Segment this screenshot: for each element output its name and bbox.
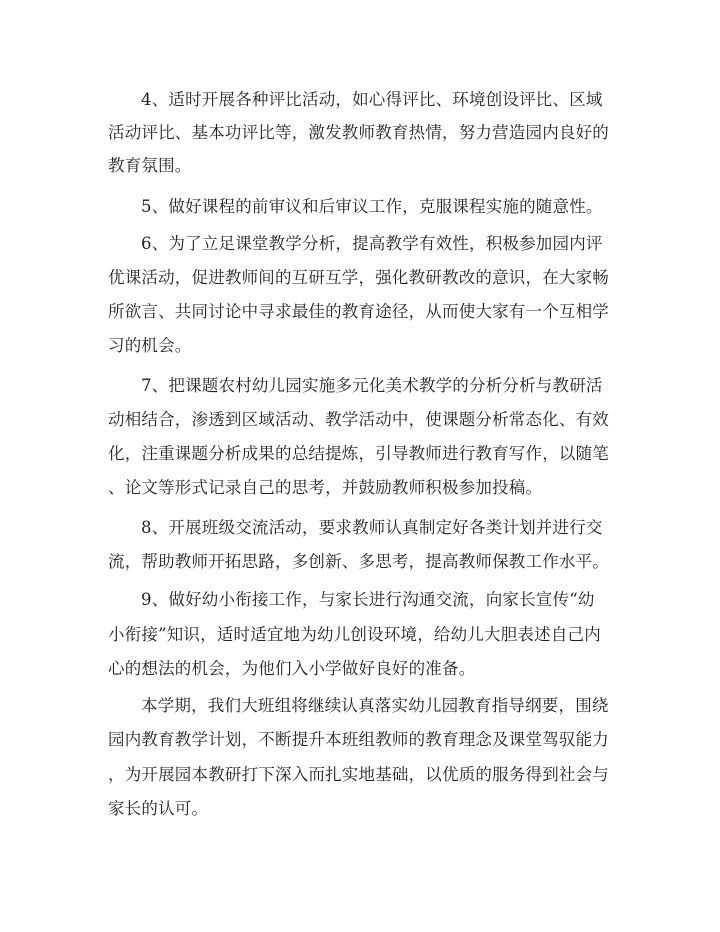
paragraph-8-line-2: 流，帮助教师开拓思路，多创新、多思考，提高教师保教工作水平。 (108, 552, 609, 571)
paragraph-7-line-1: 7、把课题农村幼儿园实施多元化美术教学的分析分析与教研活 (141, 376, 603, 395)
paragraph-5-line-1: 5、做好课程的前审议和后审议工作，克服课程实施的随意性。 (141, 197, 603, 216)
closing-paragraph-line-1: 本学期，我们大班组将继续认真落实幼儿园教育指导纲要，围绕 (141, 696, 609, 715)
paragraph-4-line-2: 活动评比、基本功评比等，激发教师教育热情，努力营造园内良好的 (108, 123, 609, 142)
paragraph-7-line-2: 动相结合，渗透到区域活动、教学活动中，使课题分析常态化、有效 (108, 410, 609, 429)
paragraph-6-line-1: 6、为了立足课堂教学分析，提高教学有效性，积极参加园内评 (141, 234, 603, 253)
paragraph-7-line-4: 、论文等形式记录自己的思考，并鼓励教师积极参加投稿。 (108, 478, 543, 497)
paragraph-4-line-3: 教育氛围。 (108, 156, 192, 175)
closing-paragraph-line-3: ，为开展园本教研打下深入而扎实地基础，以优质的服务得到社会与 (108, 765, 609, 784)
paragraph-4-line-1: 4、适时开展各种评比活动，如心得评比、环境创设评比、区域 (141, 90, 603, 109)
paragraph-7-line-3: 化，注重课题分析成果的总结提炼，引导教师进行教育写作，以随笔 (108, 444, 609, 463)
paragraph-6-line-3: 所欲言、共同讨论中寻求最佳的教育途径，从而使大家有一个互相学 (108, 302, 609, 321)
paragraph-9-line-2: 小衔接”知识，适时适宜地为幼儿创设环境，给幼儿大胆表述自己内 (108, 625, 601, 644)
closing-paragraph-line-4: 家长的认可。 (108, 799, 209, 818)
paragraph-6-line-2: 优课活动，促进教师间的互研互学，强化教研教改的意识，在大家畅 (108, 268, 609, 287)
paragraph-6-line-4: 习的机会。 (108, 336, 192, 355)
paragraph-8-line-1: 8、开展班级交流活动，要求教师认真制定好各类计划并进行交 (141, 518, 603, 537)
paragraph-9-line-3: 心的想法的机会，为他们入小学做好良好的准备。 (108, 659, 476, 678)
closing-paragraph-line-2: 园内教育教学计划，不断提升本班组教师的教育理念及课堂驾驭能力 (108, 730, 609, 749)
paragraph-9-line-1: 9、做好幼小衔接工作，与家长进行沟通交流，向家长宣传“幼 (141, 590, 595, 609)
